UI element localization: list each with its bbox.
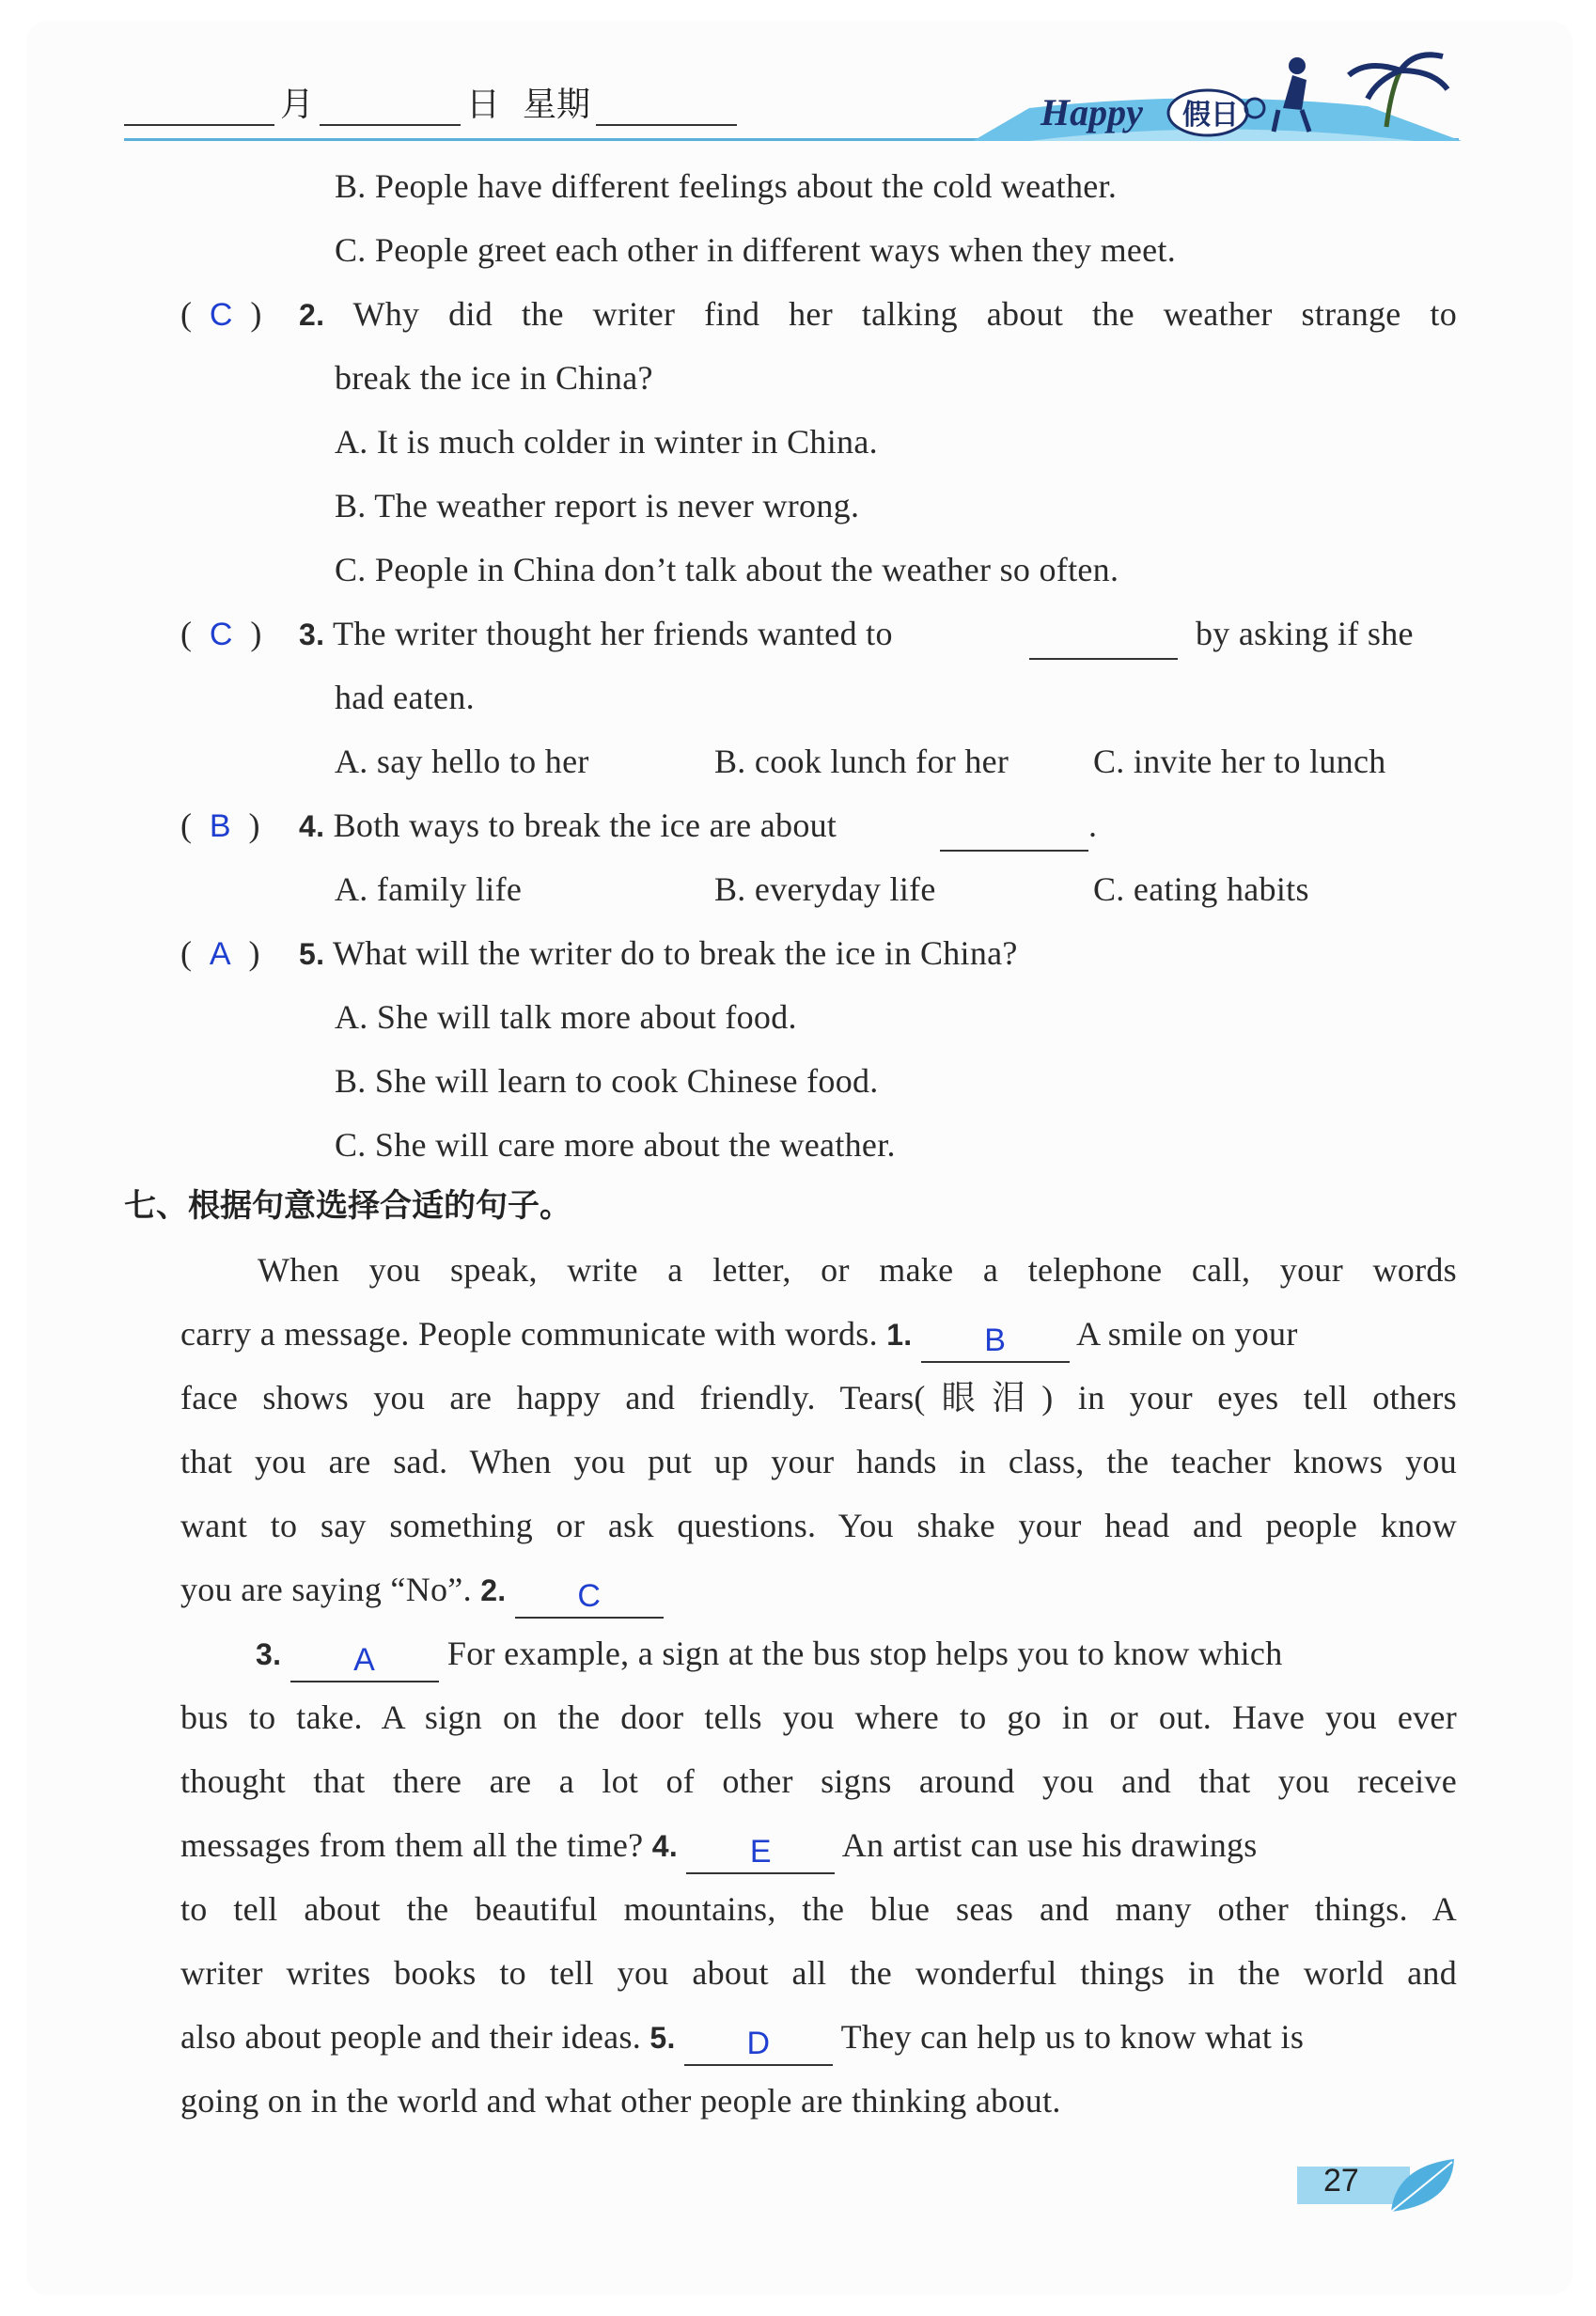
q1-option-b: B. People have different feelings about the cold weather.	[335, 167, 1118, 205]
q4-blank	[940, 812, 1088, 852]
q5-answer: A	[209, 936, 231, 972]
brand-text: Happy	[1041, 91, 1143, 133]
q5-option-b: B. She will learn to cook Chinese food.	[335, 1062, 879, 1100]
passage-line-10: messages from them all the time? 4. E An artist can use his drawings	[180, 1822, 1258, 1874]
q3-option-c: C. invite her to lunch	[1093, 743, 1386, 780]
blank-4-answer: E	[749, 1834, 772, 1870]
passage-line-8: bus to take. A sign on the door tells you where to go in or out. Have you ever	[180, 1698, 1457, 1736]
q4-answer-bracket: ( B )	[180, 806, 260, 844]
q2-stem-cont: break the ice in China?	[335, 359, 653, 397]
passage-line-7: 3. A For example, a sign at the bus stop helps you to know which	[256, 1630, 1283, 1682]
passage-line-3: face shows you are happy and friendly. Tears(眼泪) in your eyes tell others	[180, 1379, 1457, 1416]
q3-answer: C	[209, 617, 233, 652]
passage-line-6: you are saying “No”. 2. C	[180, 1566, 664, 1619]
passage-line-5: want to say something or ask questions. You shake your head and people know	[180, 1507, 1457, 1544]
q3-stem-end: by asking if she	[1196, 615, 1414, 652]
passage-line-13: also about people and their ideas. 5. D They can help us to know what is	[180, 2013, 1304, 2066]
q4-option-b: B. everyday life	[714, 870, 936, 908]
leaf-icon	[1386, 2157, 1457, 2214]
q2-option-a: A. It is much colder in winter in China.	[335, 423, 878, 461]
blank-4	[686, 1835, 835, 1874]
page-number-badge	[1297, 2157, 1457, 2214]
blank-1	[921, 1323, 1070, 1363]
section-7-title: 七、根据句意选择合适的句子。	[124, 1187, 571, 1225]
brand-badge: 假日	[1182, 99, 1239, 132]
blank-2	[515, 1579, 664, 1619]
q5-option-c: C. She will care more about the weather.	[335, 1126, 896, 1164]
q5-answer-bracket: ( A )	[180, 934, 260, 972]
q4-option-c: C. eating habits	[1093, 870, 1309, 908]
passage-line-2: carry a message. People communicate with words. 1. B A smile on your	[180, 1310, 1298, 1363]
passage-line-1: When you speak, write a letter, or make a telephone call, your words	[258, 1251, 1457, 1289]
weekday-blank	[596, 86, 737, 126]
blank-5-answer: D	[746, 2026, 771, 2061]
q4-option-a: A. family life	[335, 870, 523, 908]
page-number: 27	[1323, 2163, 1359, 2199]
weekday-label: 星期	[523, 86, 591, 124]
passage-line-9: thought that there are a lot of other signs around you and that you receive	[180, 1762, 1457, 1800]
passage-line-11: to tell about the beautiful mountains, the blue seas and many other things. A	[180, 1890, 1457, 1928]
day-blank	[320, 86, 461, 126]
q2-option-b: B. The weather report is never wrong.	[335, 487, 860, 524]
q3-answer-bracket: ( C )	[180, 615, 262, 652]
q1-option-c: C. People greet each other in different ways when they meet.	[335, 231, 1177, 269]
blank-1-answer: B	[984, 1322, 1007, 1358]
passage-line-12: writer writes books to tell you about all the wonderful things in the world and	[180, 1954, 1457, 1992]
q2-option-c: C. People in China don’t talk about the weather so often.	[335, 551, 1119, 588]
blank-5	[684, 2026, 833, 2066]
q5-stem: 5. What will the writer do to break the ice in China?	[299, 934, 1018, 972]
q3-stem: 3. The writer thought her friends wanted to	[299, 615, 893, 652]
q2-answer: C	[209, 297, 233, 333]
q4-answer: B	[209, 808, 231, 844]
q3-option-b: B. cook lunch for her	[714, 743, 1009, 780]
happy-holiday-banner	[973, 52, 1462, 146]
q4-stem-end: .	[1088, 806, 1098, 844]
blank-3-answer: A	[353, 1642, 376, 1678]
passage-line-14: going on in the world and what other people are thinking about.	[180, 2082, 1061, 2120]
month-blank	[124, 86, 274, 126]
q3-stem-cont: had eaten.	[335, 679, 475, 716]
date-header	[124, 85, 763, 141]
blank-3	[290, 1643, 439, 1682]
passage-line-4: that you are sad. When you put up your hands in class, the teacher knows you	[180, 1443, 1457, 1480]
q2-stem: 2. Why did the writer find her talking about the weather strange to	[299, 295, 1457, 333]
q3-option-a: A. say hello to her	[335, 743, 589, 780]
q2-answer-bracket: ( C )	[180, 295, 262, 333]
q4-stem: 4. Both ways to break the ice are about	[299, 806, 837, 844]
day-label: 日	[466, 86, 501, 124]
month-label: 月	[280, 86, 315, 124]
q3-blank	[1029, 620, 1178, 660]
q5-option-a: A. She will talk more about food.	[335, 998, 797, 1036]
blank-2-answer: C	[577, 1578, 602, 1614]
